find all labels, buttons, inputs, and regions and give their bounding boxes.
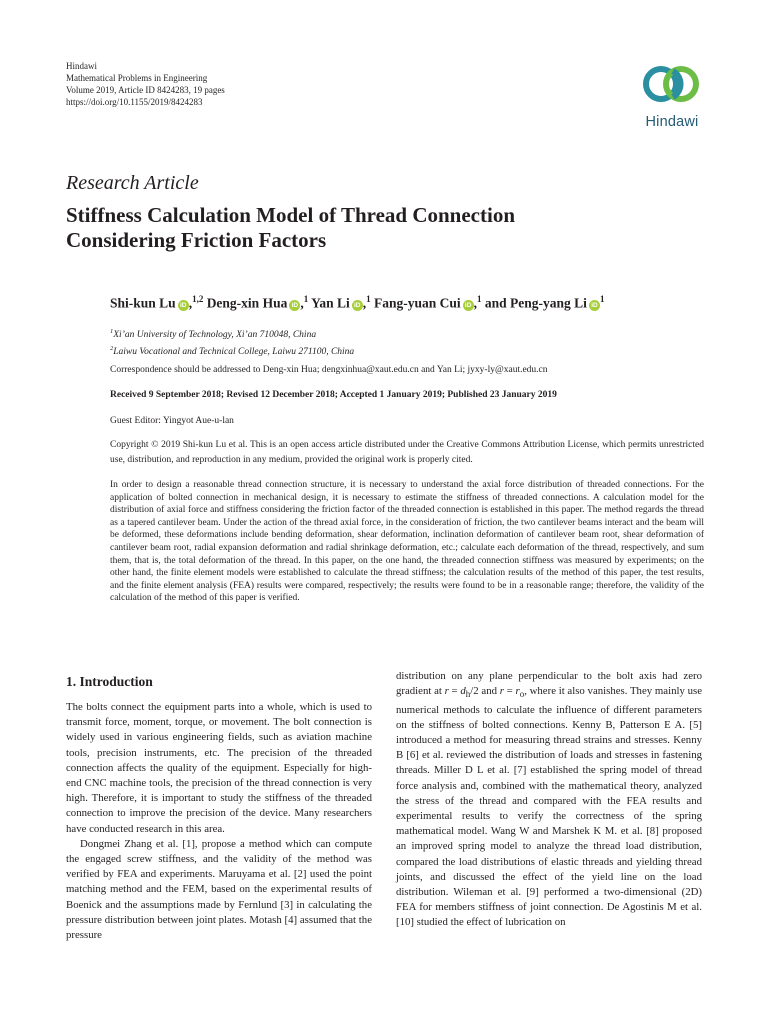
copyright-notice: Copyright © 2019 Shi-kun Lu et al. This is an open access article distributed under the Creative Commons Attribution License, which permits unrestricted use, distribution, and reproduction in any medium, provided the original work is properly cited. [110, 440, 704, 465]
text-run: distribution on any plane perpendicular to the bolt axis had zero gradient at [396, 670, 702, 698]
affiliation-number: 1 [110, 328, 114, 335]
math-var: r [515, 685, 520, 698]
abstract: In order to design a reasonable thread connection structure, it is necessary to understand the axial force distribution of threaded connections. For the application of bolted connection in mechanical design, it is necessary to estimate the stiffness of threaded connections. A calculation model for the distribution of axial force and stiffness considering the friction factor of the threaded connection is established in this paper. The method regards the thread as a tapered cantilever beam. Under the action of the thread axial force, in the consideration of friction, the two cantilever beams interact and the beam will be deformed, these deformations include bending deformation, shear deformation, inclination deformation of cantilever beam root, shear deformation of cantilever beam root, radial expansion deformation and radial shrinkage deformation, etc.; calculate each deformation of the thread, respectively, and sum them, that is, the total deformation of the thread. In this paper, on the one hand, the threaded connection stiffness was measured by experiments; on the other hand, the finite element models were established to calculate the thread stiffness; the calculation results of the method of this paper, the test results, and the finite element analysis (FEA) results were compared, respectively; the results were found to be in a reasonable range; therefore, the validity of the calculation of the method of this paper is verified. [110, 480, 704, 604]
journal-name: Mathematical Problems in Engineering [66, 73, 208, 83]
guest-editor: Guest Editor: Yingyot Aue-u-lan [110, 416, 234, 426]
math-var: d [460, 685, 466, 698]
orcid-icon[interactable]: iD [178, 300, 189, 311]
affiliation-text: Laiwu Vocational and Technical College, Laiwu 271100, China [113, 347, 355, 358]
author-name[interactable]: Yan Li [311, 295, 350, 311]
affiliations [110, 325, 354, 359]
affiliation-text: Xi’an University of Technology, Xi’an 710048, China [113, 330, 317, 341]
title-line-2: Considering Friction Factors [66, 228, 327, 252]
author-affil-sup: 1 [366, 294, 371, 304]
math-var: r [444, 685, 449, 698]
math-sub: o [519, 689, 525, 700]
article-type: Research Article [66, 172, 199, 194]
orcid-icon[interactable]: iD [289, 300, 300, 311]
text-run: , where it also vanishes. They mainly use numerical methods to calculate the influence of different parameters on the stiffness of bolted connections. Kenny B, Patterson E A. [5] introduced a method for measuring thread strains and stresses. Kenny B [6] et al. reviewed the distribution of loads and stresses in fastening threads. Miller D L et al. [7] established the spring model of thread force analysis and, combined with the mathematical theory, analyzed the stress of the thread and compared with the FEA results and experimental results to verify the correctness of the spring mathematical model. Wang W and Marshek K M. et al. [8] proposed an improved spring model to analyze the thread load distribution, compared the load distributions of elastic threads and yielding thread joints, and discussed the effect of the yield line on the load distribution. Wileman et al. [9] performed a two-dimensional (2D) FEA for members stiffness of joint connection. De Agostinis M et al. [10] studied the effect of lubrication on [396, 685, 702, 929]
correspondence: Correspondence should be addressed to Deng-xin Hua; dengxinhua@xaut.edu.cn and Yan Li; jyxy-ly@xaut.edu.cn [110, 365, 548, 375]
text-run: /2 and [470, 685, 500, 698]
publisher-name: Hindawi [66, 61, 97, 71]
orcid-icon[interactable]: iD [589, 300, 600, 311]
author-name[interactable]: Peng-yang Li [510, 295, 587, 311]
section-heading: 1. Introduction [66, 674, 153, 689]
orcid-icon[interactable]: iD [352, 300, 363, 311]
orcid-icon[interactable]: iD [463, 300, 474, 311]
article-title [66, 203, 626, 253]
math-var: r [499, 685, 504, 698]
affiliation-number: 2 [110, 345, 114, 353]
author-affil-sup: 1 [477, 294, 482, 304]
author-list: Shi-kun Lu iD ,$^{1,2}$ Deng-xin Hua iD ,$^1$ Yan Li iD ,$^1$ Fang-yuan Cui iD ,$^1$ and Peng-yang Li $iD^1$ [110, 294, 605, 311]
author-name[interactable]: Deng-xin Hua [206, 295, 288, 311]
paragraph: Dongmei Zhang et al. [1], propose a method which can compute the engaged screw stiffness, and the validity of the method was verified by FEA and experiments. Maruyama et al. [2] used the point matching method and the FEM, based on the experimental results of Boenick and the assumptions made by Fernlund [3] in calculating the pressure distribution between joint plates. Motash [4] assumed that the pressure [66, 837, 372, 942]
hindawi-logo-text: Hindawi [645, 114, 699, 130]
affiliation-item [110, 342, 354, 359]
doi-link[interactable]: https://doi.org/10.1155/2019/8424283 [66, 97, 203, 107]
right-column [396, 669, 702, 931]
publication-dates: Received 9 September 2018; Revised 12 December 2018; Accepted 1 January 2019; Published 23 January 2019 [110, 390, 557, 400]
author-affil-sup: 1,2 [192, 294, 204, 304]
authors-and: and [484, 295, 507, 311]
author-name[interactable]: Fang-yuan Cui [373, 295, 461, 311]
paragraph: The bolts connect the equipment parts into a whole, which is used to transmit force, moment, torque, or movement. The bolt connection is widely used in various engineering fields, such as aviation machine tools, precision instruments, etc. The precision of the threaded connection affects the quality of the equipment. Especially for high-end CNC machine tools, the precision of the thread connection is very high. Therefore, it is important to study the stiffness of the threaded connection to improve the precision of the device. Many researchers have conducted research in this area. [66, 701, 372, 835]
title-line-1: Stiffness Calculation Model of Thread Connection [66, 203, 515, 227]
author-affil-sup: 1 [599, 294, 605, 304]
math-op: = [503, 685, 516, 698]
volume-info: Volume 2019, Article ID 8424283, 19 pages [66, 85, 225, 95]
author-name[interactable]: Shi-kun Lu [110, 295, 176, 311]
math-op: = [448, 685, 461, 698]
affiliation-item [110, 325, 354, 342]
math-sub: h [465, 689, 471, 700]
author-affil-sup: 1 [303, 294, 309, 304]
paragraph [396, 669, 702, 931]
journal-info [66, 60, 225, 108]
left-column [66, 700, 372, 943]
